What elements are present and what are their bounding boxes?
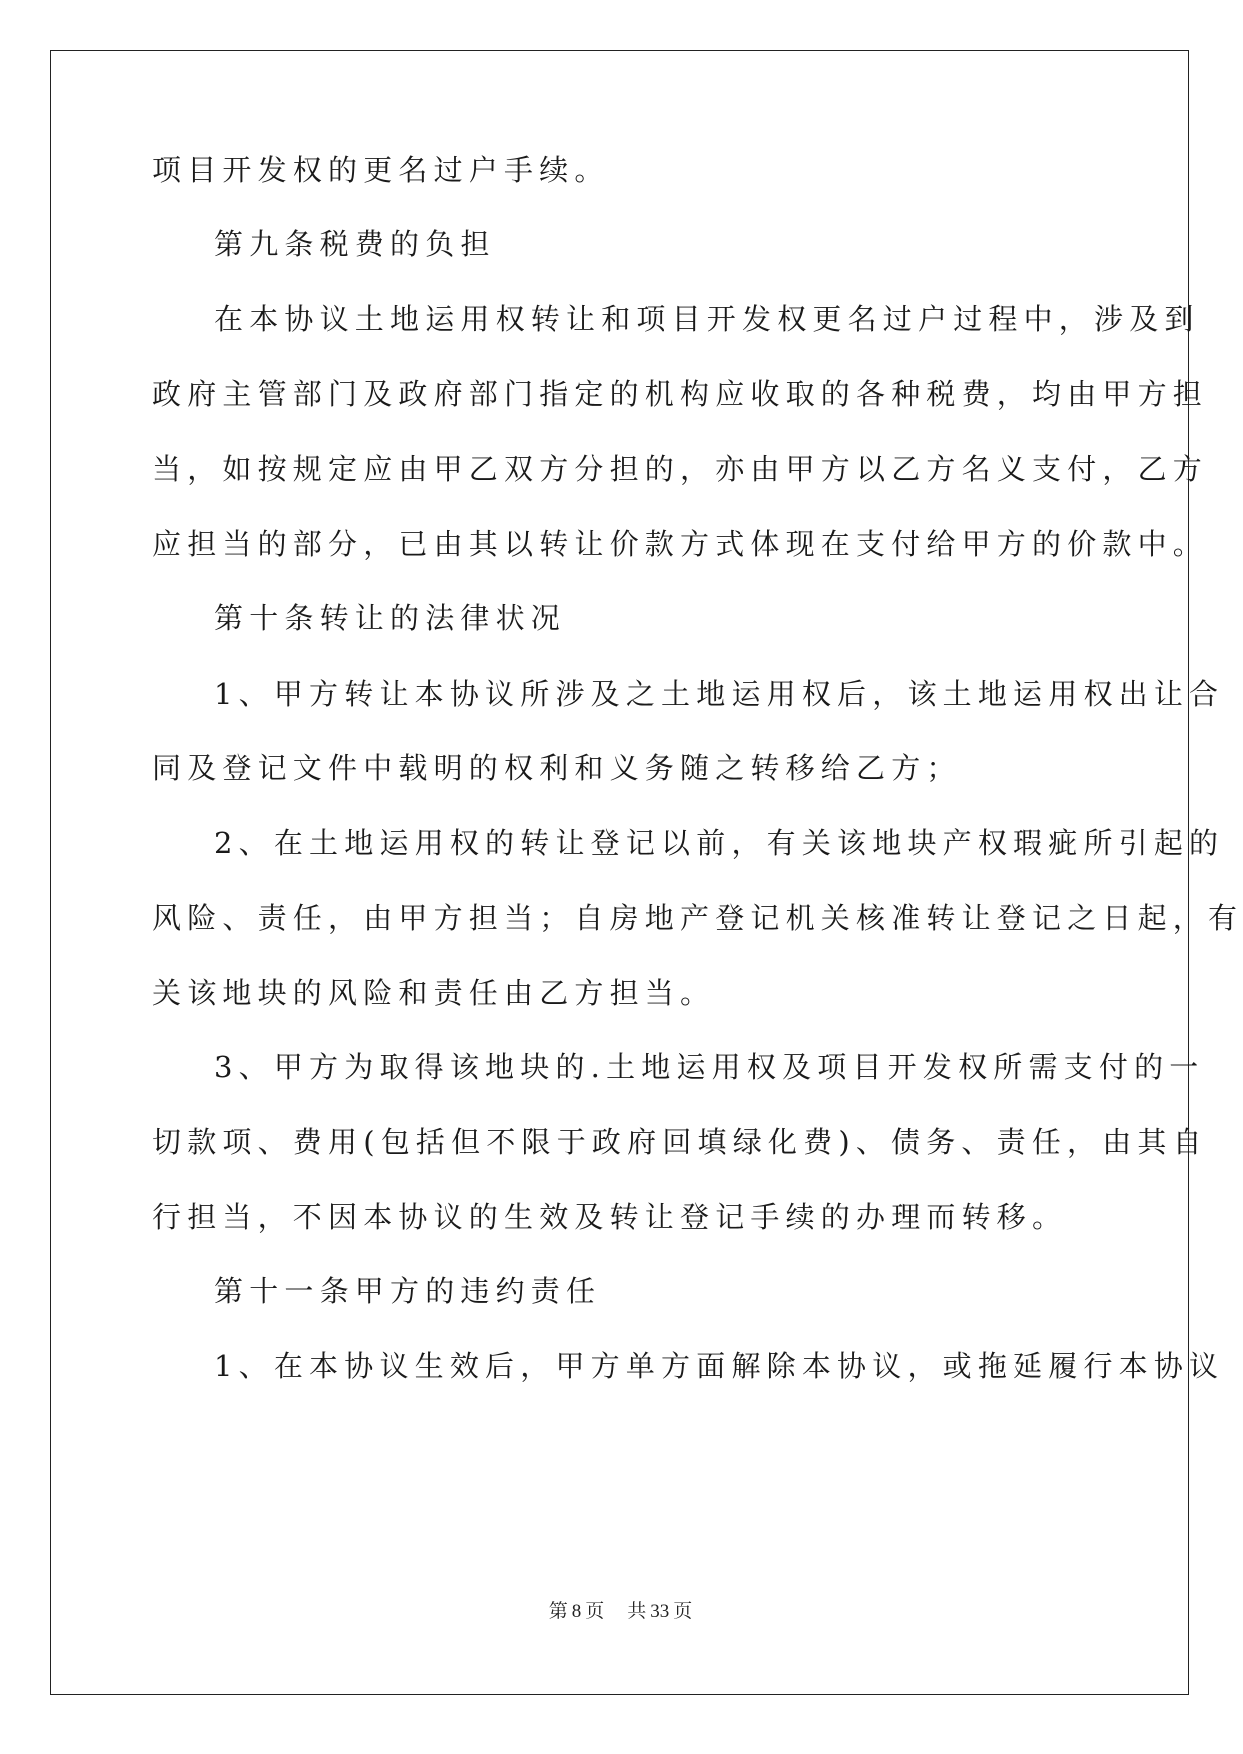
page-border: [50, 50, 1243, 1695]
page-prefix: 第: [548, 1601, 568, 1622]
text-line: 同及登记文件中载明的权利和义务随之转移给乙方；: [152, 751, 962, 785]
section-heading: 第九条税费的负担: [214, 227, 496, 261]
total-pages: 33: [650, 1601, 670, 1622]
text-line: 应担当的部分，已由其以转让价款方式体现在支付给甲方的价款中。: [152, 527, 1209, 561]
section-heading: 第十一条甲方的违约责任: [214, 1274, 602, 1308]
text-line: 在本协议土地运用权转让和项目开发权更名过户过程中，涉及到: [214, 302, 1200, 336]
section-heading: 第十条转让的法律状况: [214, 601, 567, 635]
page-number: 8: [571, 1601, 582, 1622]
text-line: 行担当，不因本协议的生效及转让登记手续的办理而转移。: [152, 1200, 1068, 1234]
text-line: 切款项、费用(包括但不限于政府回填绿化费)、债务、责任，由其自: [152, 1125, 1208, 1159]
text-line: 项目开发权的更名过户手续。: [152, 153, 610, 187]
text-line: 风险、责任，由甲方担当；自房地产登记机关核准转让登记之日起，有: [152, 901, 1243, 935]
total-prefix: 共: [627, 1601, 647, 1622]
text-line: 政府主管部门及政府部门指定的机构应收取的各种税费，均由甲方担: [152, 377, 1209, 411]
text-line: 1、甲方转让本协议所涉及之土地运用权后，该土地运用权出让合: [214, 677, 1225, 711]
total-suffix: 页: [673, 1601, 693, 1622]
page-suffix: 页: [585, 1601, 605, 1622]
text-line: 当，如按规定应由甲乙双方分担的，亦由甲方以乙方名义支付，乙方: [152, 452, 1209, 486]
text-line: 2、在土地运用权的转让登记以前，有关该地块产权瑕疵所引起的: [214, 826, 1225, 860]
text-line: 关该地块的风险和责任由乙方担当。: [152, 976, 716, 1010]
page-footer: [0, 1596, 1241, 1623]
text-line: 3、甲方为取得该地块的.土地运用权及项目开发权所需支付的一: [214, 1050, 1205, 1084]
text-line: 1、在本协议生效后，甲方单方面解除本协议，或拖延履行本协议: [214, 1349, 1225, 1383]
